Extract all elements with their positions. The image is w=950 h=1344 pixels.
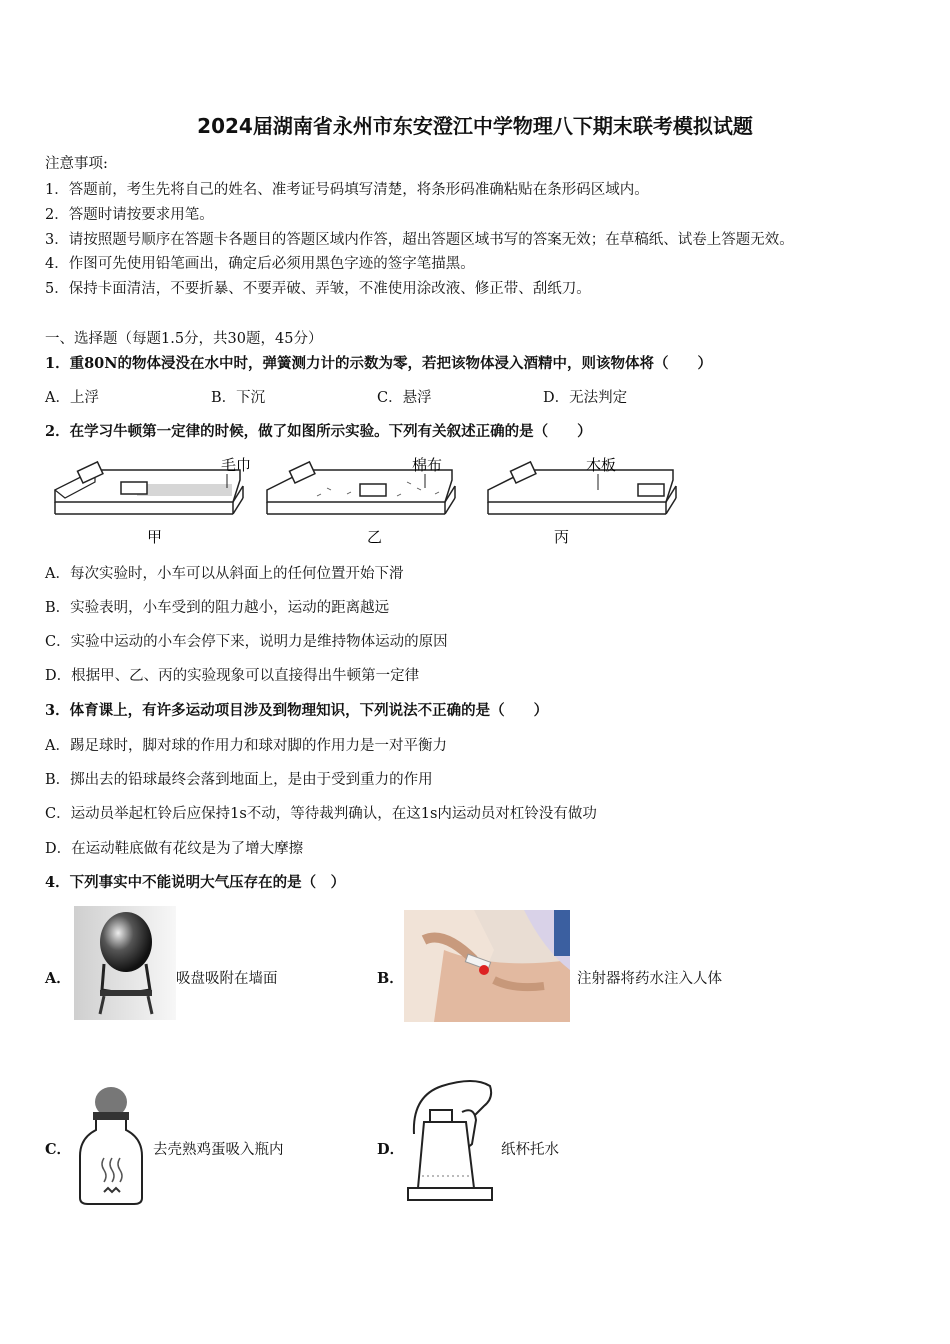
notice-heading: 注意事项: bbox=[45, 156, 108, 172]
inclined-plane-figure bbox=[45, 452, 685, 552]
panel-yi bbox=[267, 456, 455, 546]
surface-label-board: 木板 bbox=[586, 456, 617, 474]
surface-label-towel: 毛巾 bbox=[221, 456, 252, 474]
q4-option-d-caption: 纸杯托水 bbox=[501, 1142, 559, 1158]
notice-item-5: 5．保持卡面清洁，不要折暴、不要弄破、弄皱，不准使用涂改液、修正带、刮纸刀。 bbox=[45, 281, 591, 297]
panel-bing bbox=[488, 456, 676, 546]
q1-option-b: B．下沉 bbox=[211, 390, 266, 406]
q4-option-b-caption: 注射器将药水注入人体 bbox=[577, 971, 722, 987]
q2-option-b: B．实验表明，小车受到的阻力越小，运动的距离越远 bbox=[45, 600, 390, 616]
panel-label-jia: 甲 bbox=[147, 528, 163, 546]
panel-jia bbox=[55, 456, 251, 546]
suction-cup-image bbox=[74, 906, 176, 1020]
q4-option-c-letter: C． bbox=[45, 1141, 72, 1158]
q4-option-d-letter: D． bbox=[377, 1141, 405, 1158]
q1-stem: 1．重80N的物体浸没在水中时，弹簧测力计的示数为零，若把该物体浸入酒精中，则该物体将（ ） bbox=[45, 355, 713, 372]
injection-photo bbox=[404, 910, 570, 1022]
section-heading: 一、选择题（每题1.5分，共30题，45分） bbox=[45, 331, 323, 347]
q2-option-c: C．实验中运动的小车会停下来，说明力是维持物体运动的原因 bbox=[45, 634, 448, 650]
q3-option-a: A．踢足球时，脚对球的作用力和球对脚的作用力是一对平衡力 bbox=[45, 738, 447, 754]
q1-option-d: D．无法判定 bbox=[543, 390, 628, 406]
paper-cup-image bbox=[404, 1076, 496, 1208]
q4-stem: 4．下列事实中不能说明大气压存在的是（ ） bbox=[45, 874, 346, 891]
notice-item-2: 2．答题时请按要求用笔。 bbox=[45, 207, 214, 223]
q2-option-a: A．每次实验时，小车可以从斜面上的任何位置开始下滑 bbox=[45, 566, 404, 582]
q4-option-b-letter: B． bbox=[377, 970, 404, 987]
q4-option-c-caption: 去壳熟鸡蛋吸入瓶内 bbox=[153, 1142, 284, 1158]
egg-bottle-image bbox=[76, 1084, 146, 1208]
q1-option-c: C．悬浮 bbox=[377, 390, 432, 406]
q1-option-a: A．上浮 bbox=[45, 390, 99, 406]
q3-option-b: B．掷出去的铅球最终会落到地面上，是由于受到重力的作用 bbox=[45, 772, 433, 788]
panel-label-bing: 丙 bbox=[554, 528, 570, 546]
q3-stem: 3．体育课上，有许多运动项目涉及到物理知识，下列说法不正确的是（ ） bbox=[45, 702, 549, 719]
q3-option-d: D．在运动鞋底做有花纹是为了增大摩擦 bbox=[45, 841, 304, 857]
notice-item-3: 3．请按照题号顺序在答题卡各题目的答题区域内作答，超出答题区域书写的答案无效；在草稿纸、试卷上答题无效。 bbox=[45, 232, 794, 248]
page-title: 2024届湖南省永州市东安澄江中学物理八下期末联考模拟试题 bbox=[197, 114, 753, 138]
q4-option-a-caption: 吸盘吸附在墙面 bbox=[176, 971, 278, 987]
q3-option-c: C．运动员举起杠铃后应保持1s不动，等待裁判确认，在这1s内运动员对杠铃没有做功 bbox=[45, 806, 597, 822]
q4-option-a-letter: A． bbox=[45, 970, 71, 987]
notice-item-1: 1．答题前，考生先将自己的姓名、准考证号码填写清楚，将条形码准确粘贴在条形码区域内。 bbox=[45, 182, 649, 198]
notice-item-4: 4．作图可先使用铅笔画出，确定后必须用黑色字迹的签字笔描黑。 bbox=[45, 256, 475, 272]
panel-label-yi: 乙 bbox=[367, 528, 383, 546]
q2-option-d: D．根据甲、乙、丙的实验现象可以直接得出牛顿第一定律 bbox=[45, 668, 420, 684]
surface-label-cotton: 棉布 bbox=[412, 456, 443, 474]
q2-stem: 2．在学习牛顿第一定律的时候，做了如图所示实验。下列有关叙述正确的是（ ） bbox=[45, 423, 592, 440]
